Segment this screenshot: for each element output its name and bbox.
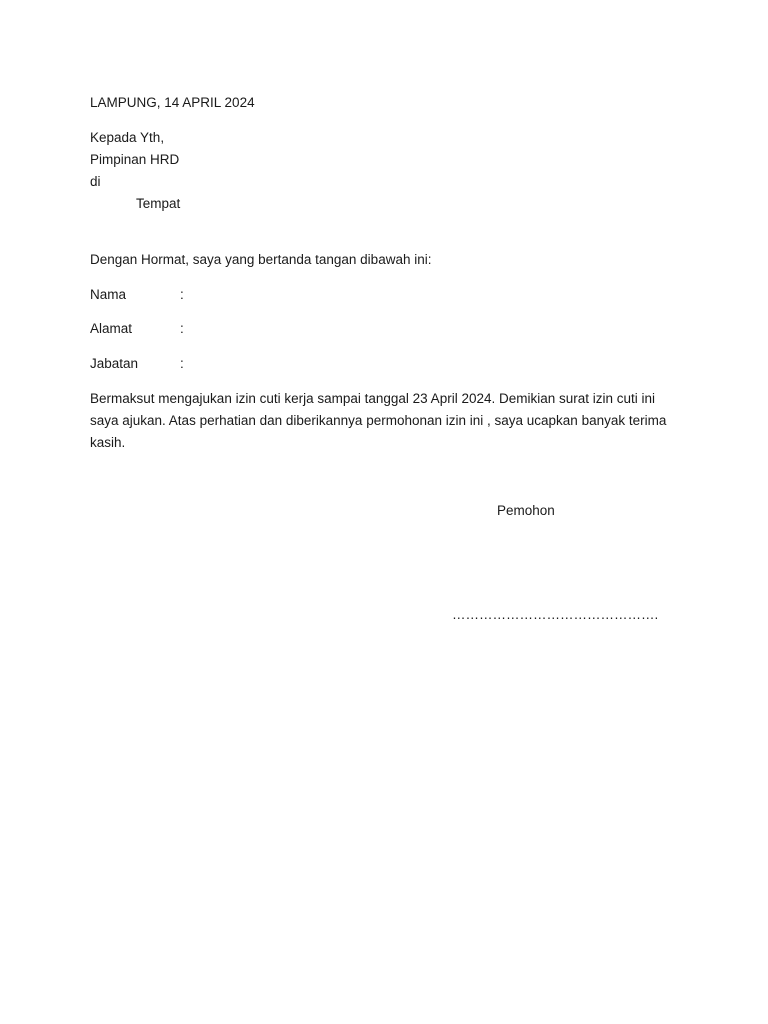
field-row-alamat (90, 320, 184, 338)
field-label-jabatan: Jabatan (90, 356, 139, 371)
field-row-jabatan (90, 355, 184, 373)
recipient-name: Pimpinan HRD (90, 152, 180, 167)
body-line-3: kasih. (90, 435, 126, 450)
body-line-1: Bermaksut mengajukan izin cuti kerja sampai tanggal 23 April 2024. Demikian surat izin cuti ini (90, 391, 656, 406)
signature-placeholder: ………………………………………. (452, 607, 659, 622)
field-separator: : (180, 321, 184, 336)
signature-label: Pemohon (497, 503, 555, 518)
body-line-2: saya ajukan. Atas perhatian dan diberikannya permohonan izin ini , saya ucapkan banyak terima (90, 413, 667, 428)
recipient-place: Tempat (136, 196, 181, 211)
field-label-alamat: Alamat (90, 321, 133, 336)
field-row-nama (90, 286, 184, 304)
field-separator: : (180, 287, 184, 302)
field-label-nama: Nama (90, 287, 127, 302)
field-separator: : (180, 356, 184, 371)
body-paragraph (90, 388, 690, 454)
greeting-text: Dengan Hormat, saya yang bertanda tangan dibawah ini: (90, 252, 432, 267)
recipient-preposition: di (90, 174, 101, 189)
recipient-salutation: Kepada Yth, (90, 130, 165, 145)
date-line: LAMPUNG, 14 APRIL 2024 (90, 95, 255, 110)
